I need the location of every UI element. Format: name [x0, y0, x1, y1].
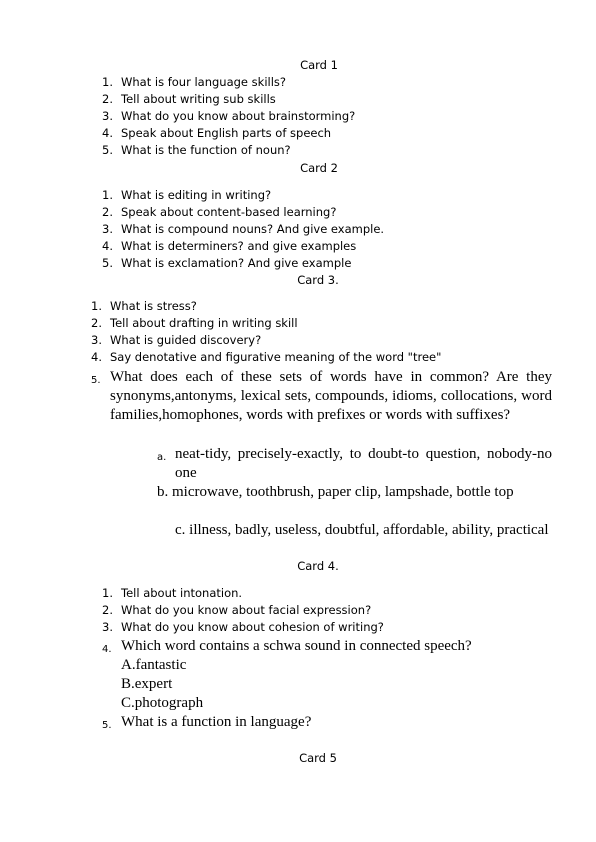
list-item: 2. Speak about content-based learning? [102, 205, 337, 219]
card-4-question-5: 5. What is a function in language? [102, 714, 312, 731]
option: C.photograph [121, 695, 204, 711]
list-item: 4. Speak about English parts of speech [102, 126, 332, 140]
list-item: 4. What is determiners? and give examples [102, 239, 357, 253]
list-item: 5. What is exclamation? And give example [102, 256, 352, 270]
list-item: 2. What do you know about facial expression? [102, 603, 372, 617]
card-4-question-4: 4. Which word contains a schwa sound in connected speech? [102, 638, 472, 655]
card-3-sub-b: b. microwave, toothbrush, paper clip, lampshade, bottle top [157, 484, 514, 500]
card-4-title: Card 4. [297, 559, 339, 573]
list-item: 5. What is the function of noun? [102, 143, 291, 157]
card-3-title: Card 3. [297, 273, 339, 287]
card-3-list [91, 298, 550, 366]
card-3-question-5: 5. What does each of these sets of words have in common? Are they synonyms,antonyms, lexical sets, compounds, idioms, collocations, word families,homophones, words with prefixes or words with suffixes? [91, 369, 552, 423]
list-item: 1. What is stress? [91, 299, 197, 313]
card-1-list [102, 74, 551, 159]
card-2-list [102, 187, 551, 272]
list-item: 3. What do you know about cohesion of writing? [102, 620, 384, 634]
list-item: 3. What is guided discovery? [91, 333, 262, 347]
card-1-title: Card 1 [300, 58, 338, 72]
list-item: 1. Tell about intonation. [102, 586, 243, 600]
list-item: 4. Say denotative and figurative meaning of the word "tree" [91, 350, 442, 364]
card-3-sub-a: a. neat-tidy, precisely-exactly, to doubt-to question, nobody-no one [157, 446, 552, 481]
option: A.fantastic [121, 657, 187, 673]
list-item: 1. What is editing in writing? [102, 188, 272, 202]
card-2-title: Card 2 [300, 161, 338, 175]
list-item: 2. Tell about drafting in writing skill [91, 316, 298, 330]
card-4-options [121, 656, 552, 713]
card-3-sub-c: c. illness, badly, useless, doubtful, affordable, ability, practical [175, 522, 549, 538]
option: B.expert [121, 676, 173, 692]
list-item: 1. What is four language skills? [102, 75, 286, 89]
card-5-title: Card 5 [299, 751, 337, 765]
list-item: 3. What do you know about brainstorming? [102, 109, 356, 123]
list-item: 3. What is compound nouns? And give example. [102, 222, 385, 236]
list-item: 2. Tell about writing sub skills [102, 92, 276, 106]
card-4-list [102, 585, 551, 636]
